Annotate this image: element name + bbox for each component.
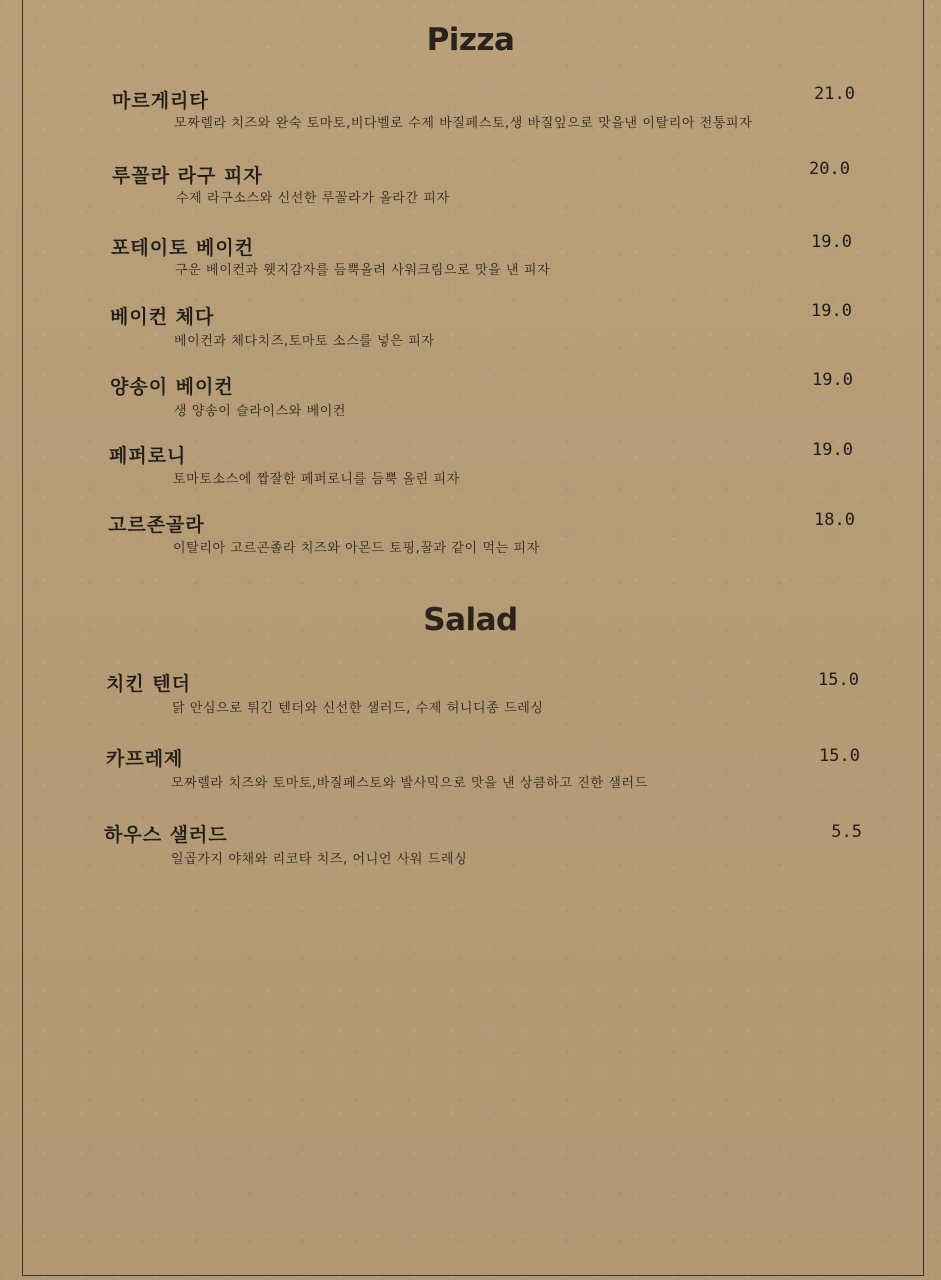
menu-item-price: 19.0 [812,370,853,390]
menu-item-name: 고르존골라 [108,514,205,536]
section-title-pizza: Pizza [426,22,515,58]
menu-item-name: 치킨 텐더 [106,673,192,695]
section-title-salad: Salad [423,602,518,638]
menu-item-name: 베이컨 체다 [110,306,215,328]
menu-item-desc: 닭 안심으로 튀긴 텐더와 신선한 샐러드, 수제 허니디종 드레싱 [172,701,544,716]
menu-item-desc: 베이컨과 체다치즈,토마토 소스를 넣은 피자 [174,334,435,349]
menu-item-desc: 모짜렐라 치즈와 토마토,바질페스토와 발사믹으로 맛을 낸 상큼하고 진한 샐러드 [171,776,648,791]
menu-item-name: 마르게리타 [112,90,209,112]
menu-item-price: 19.0 [811,232,852,252]
menu-item-name: 포테이토 베이컨 [111,237,255,259]
menu-item-price: 21.0 [814,84,855,104]
menu-item-price: 18.0 [814,510,855,530]
menu-item-price: 15.0 [818,670,859,690]
menu-item-desc: 토마토소스에 짭잘한 페퍼로니를 듬뿍 올린 피자 [173,472,460,487]
menu-item-name: 하우스 샐러드 [104,824,228,846]
menu-item-desc: 일곱가지 야채와 리코타 치즈, 어니언 사워 드레싱 [171,852,468,867]
menu-item-name: 페퍼로니 [109,445,187,467]
menu-item-desc: 모짜렐라 치즈와 완숙 토마토,비다벨로 수제 바질페스토,생 바질잎으로 맛을낸 이탈리아 전통피자 [174,116,753,131]
menu-item-price: 15.0 [819,746,860,766]
menu-border [22,0,924,1276]
menu-item-desc: 이탈리아 고르곤졸라 치즈와 아몬드 토핑,꿀과 같이 먹는 피자 [173,541,540,556]
menu-item-desc: 구운 베이컨과 웻지감자를 듬뿍올려 사워크림으로 맛을 낸 피자 [175,263,551,278]
menu-item-desc: 생 양송이 슬라이스와 베이컨 [174,404,347,419]
menu-item-name: 양송이 베이컨 [110,376,234,398]
menu-item-price: 20.0 [809,159,850,179]
menu-item-price: 5.5 [831,822,862,842]
menu-item-desc: 수제 라구소스와 신선한 루꼴라가 올라간 피자 [176,191,450,206]
menu-item-price: 19.0 [812,440,853,460]
menu-item-name: 루꼴라 라구 피자 [112,165,263,187]
menu-item-name: 카프레제 [106,748,184,770]
menu-item-price: 19.0 [811,301,852,321]
